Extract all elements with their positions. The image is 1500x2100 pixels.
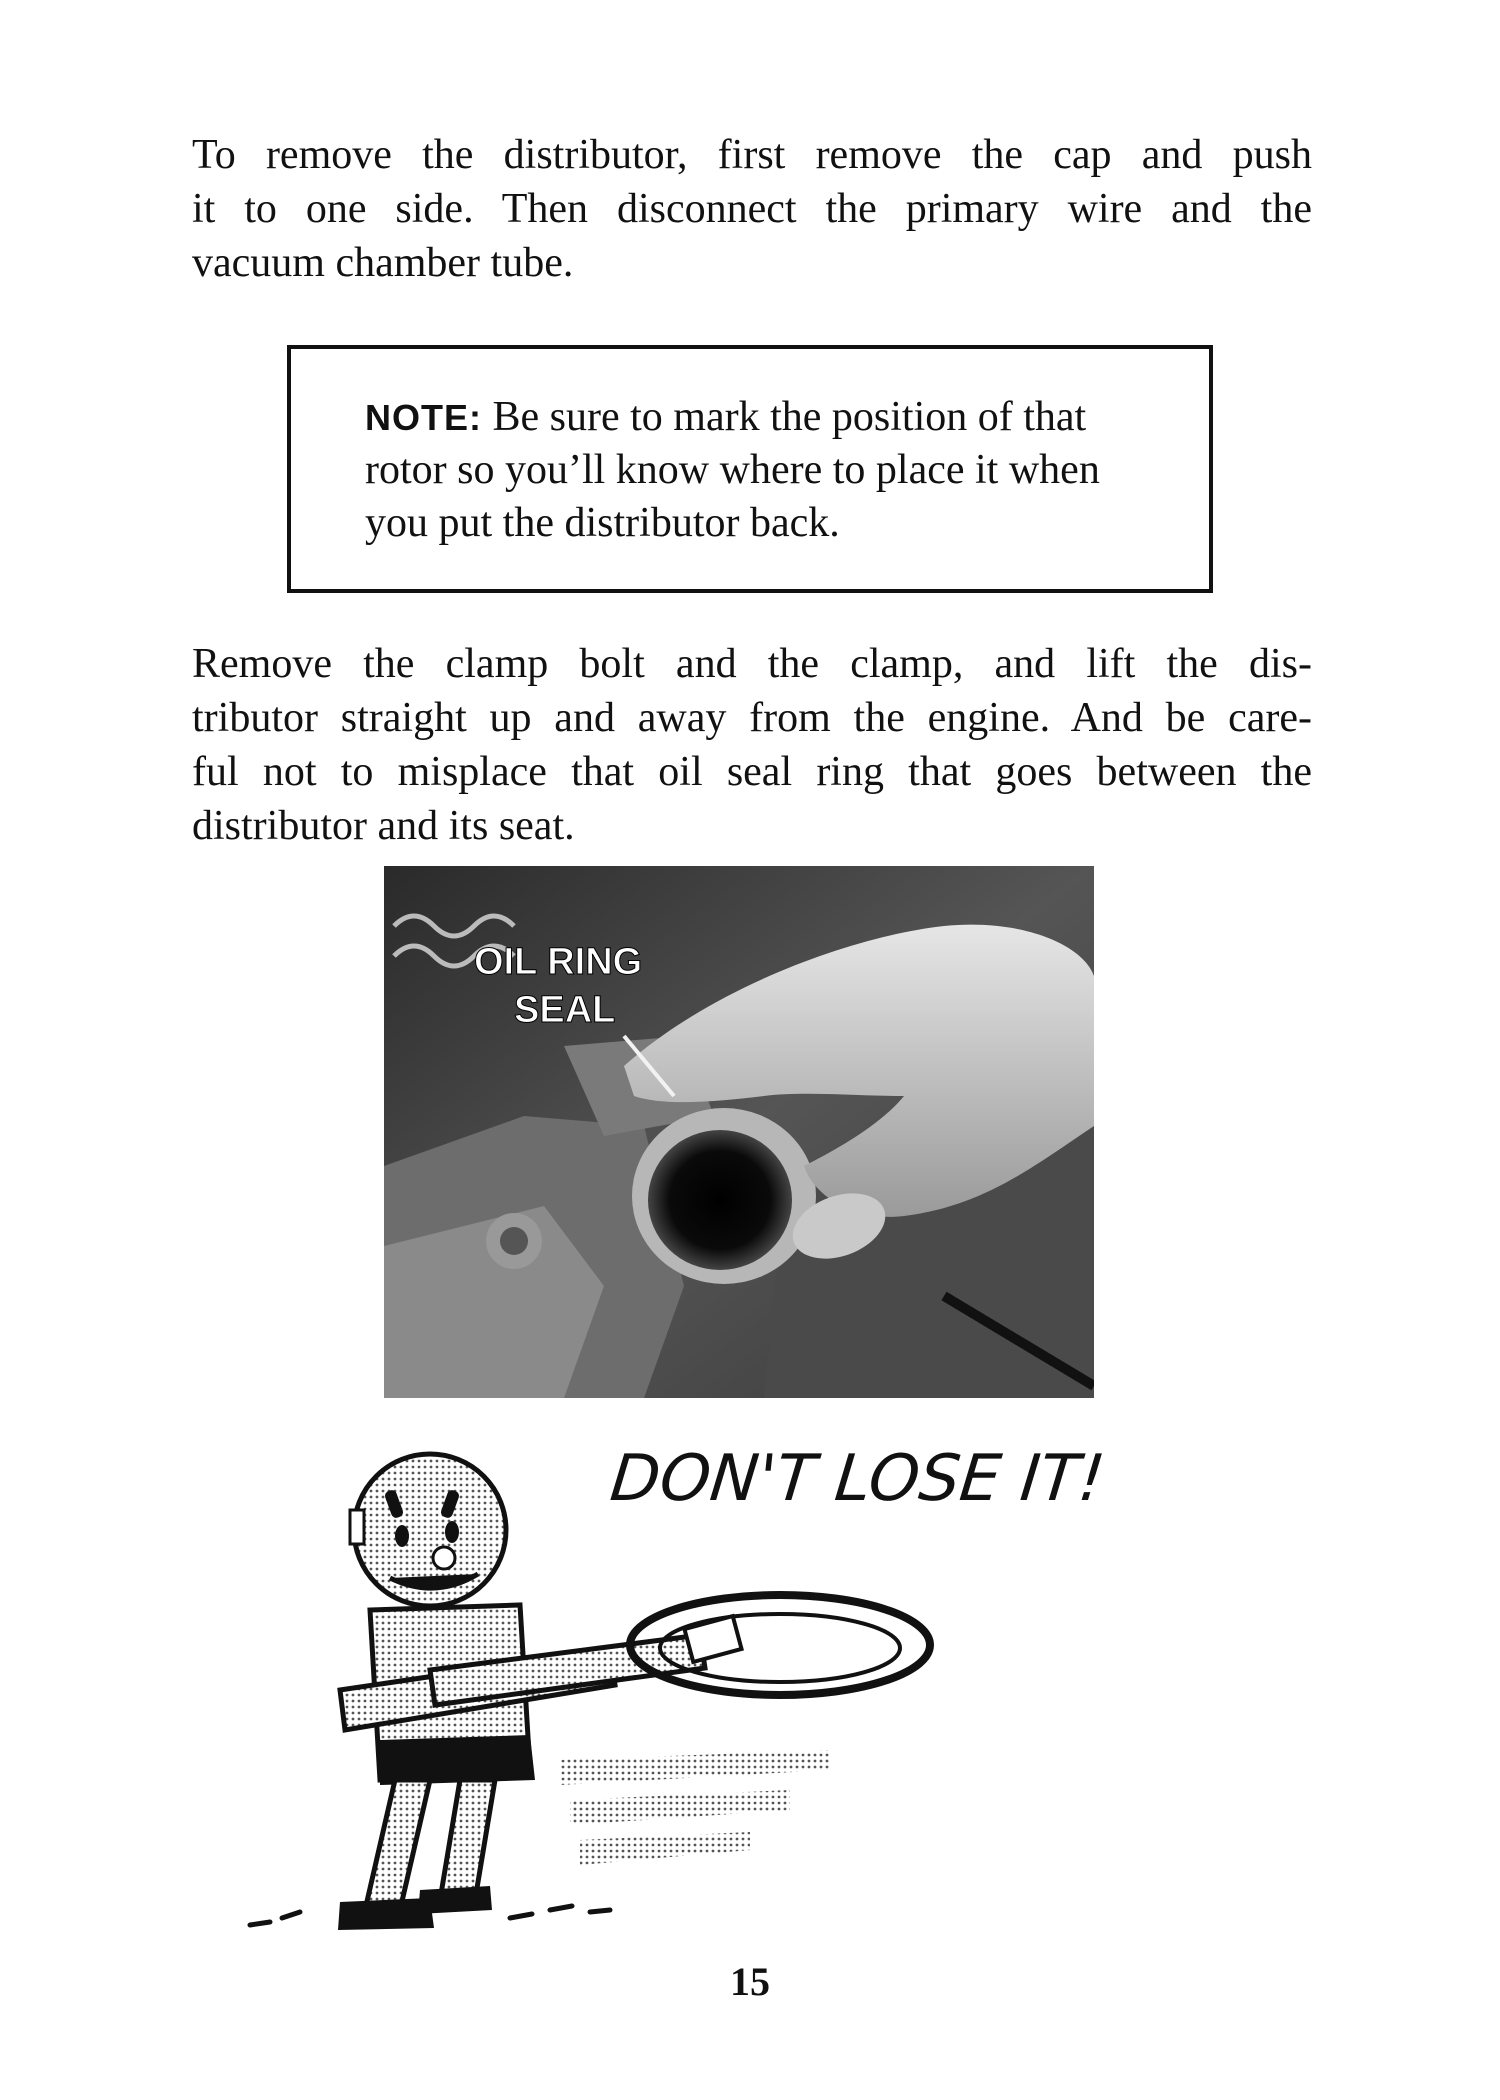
- text-line: To remove the distributor, first remove the cap and push: [192, 132, 1312, 178]
- text-line: Remove the clamp bolt and the clamp, and lift the dis-: [192, 641, 1312, 687]
- note-line: rotor so you’ll know where to place it when: [365, 447, 1100, 493]
- engine-photo-illustration: [384, 866, 1094, 1398]
- text-line: distributor and its seat.: [192, 803, 575, 849]
- note-text: [365, 391, 1145, 550]
- note-first-line: [365, 391, 1145, 444]
- oil-ring-label: OIL RING: [474, 941, 643, 983]
- seal-label: SEAL: [514, 989, 616, 1031]
- note-label: NOTE:: [365, 397, 482, 438]
- paragraph-remove-clamp: [192, 637, 1312, 853]
- note-line: Be sure to mark the position of that: [482, 394, 1087, 440]
- mascot-illustration: [230, 1440, 1190, 1940]
- oil-ring-seal-photo: [384, 866, 1094, 1398]
- text-line: tributor straight up and away from the engine. And be care-: [192, 695, 1312, 741]
- page-number: 15: [730, 1959, 770, 2004]
- motion-lines: [560, 1750, 830, 1865]
- paragraph-remove-distributor: [192, 128, 1312, 290]
- note-line: you put the distributor back.: [365, 500, 840, 546]
- text-line: ful not to misplace that oil seal ring that goes between the: [192, 749, 1312, 795]
- note-box: [287, 345, 1213, 593]
- text-line: it to one side. Then disconnect the primary wire and the: [192, 186, 1312, 232]
- text-line: vacuum chamber tube.: [192, 240, 574, 286]
- dont-lose-it-cartoon: [230, 1440, 1190, 1940]
- dont-lose-it-caption: DON'T LOSE IT!: [607, 1441, 1109, 1516]
